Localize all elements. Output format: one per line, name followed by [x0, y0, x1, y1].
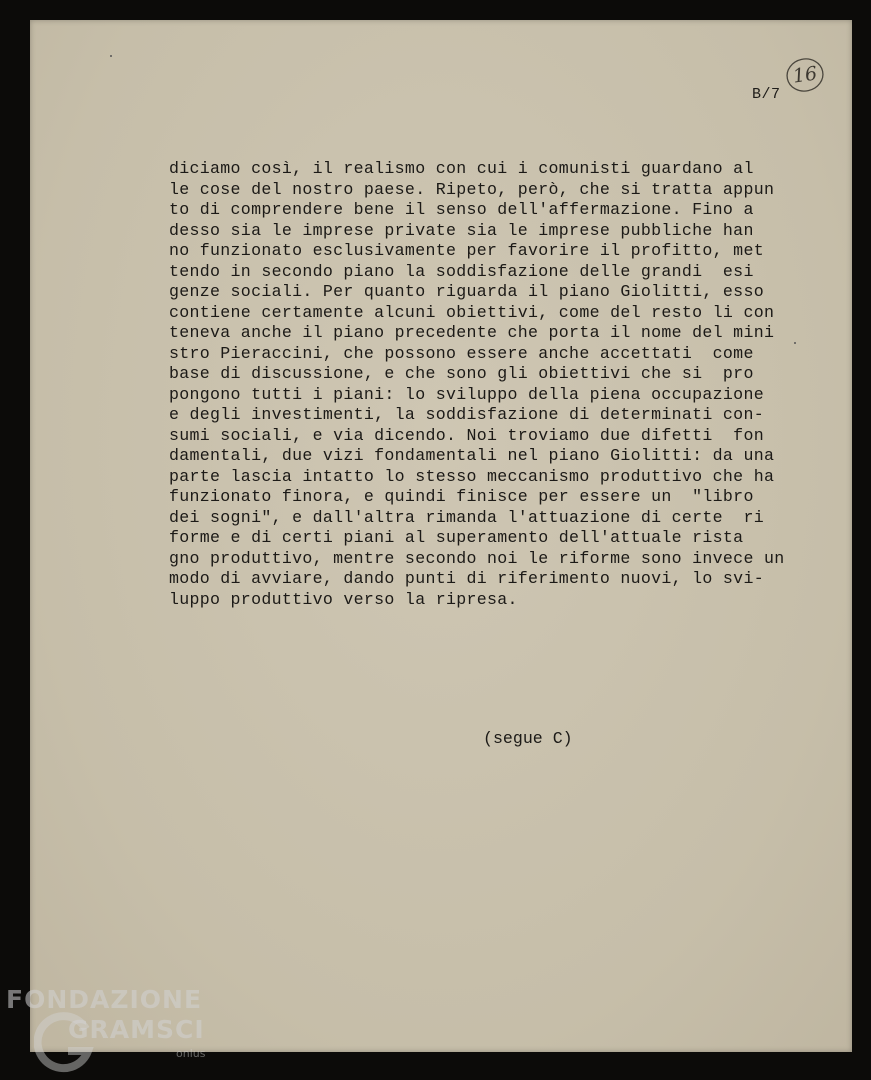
watermark-line1: FONDAZIONE	[6, 985, 203, 1014]
body-line: genze sociali. Per quanto riguarda il piano Giolitti, esso	[169, 282, 764, 301]
body-line: no funzionato esclusivamente per favorire il profitto, met	[169, 241, 764, 260]
body-line: e degli investimenti, la soddisfazione di determinati con-	[169, 405, 764, 424]
body-line: teneva anche il piano precedente che porta il nome del mini	[169, 323, 775, 342]
body-line: sumi sociali, e via dicendo. Noi troviamo due difetti fon	[169, 425, 764, 445]
body-line: parte lascia intatto lo stesso meccanismo produttivo che ha	[169, 466, 775, 486]
folio-number: 16	[791, 62, 819, 88]
body-line: base di discussione, e che sono gli obiettivi che si pro	[169, 364, 754, 383]
fondazione-gramsci-watermark	[0, 985, 240, 1080]
speck	[794, 342, 796, 344]
body-line: pongono tutti i piani: lo sviluppo della piena occupazione	[169, 384, 764, 404]
folio-stamp	[783, 55, 827, 95]
speck	[110, 55, 112, 57]
body-line: diciamo così, il realismo con cui i comunisti guardano al	[169, 159, 754, 178]
body-line: forme e di certi piani al superamento dell'attuale rista	[169, 528, 744, 547]
continuation-note: (segue C)	[483, 729, 573, 748]
typed-body	[169, 159, 809, 610]
body-line: dei sogni", e dall'altra rimanda l'attuazione di certe ri	[169, 507, 764, 527]
body-line: stro Pieraccini, che possono essere anche accettati come	[169, 343, 754, 363]
body-line: to di comprendere bene il senso dell'affermazione. Fino a	[169, 200, 754, 219]
body-line: gno produttivo, mentre secondo noi le riforme sono invece un	[169, 548, 785, 568]
watermark-line3: onlus	[176, 1047, 206, 1060]
body-line: funzionato finora, e quindi finisce per essere un "libro	[169, 487, 754, 506]
body-line: luppo produttivo verso la ripresa.	[169, 589, 518, 609]
body-line: tendo in secondo piano la soddisfazione delle grandi esi	[169, 261, 754, 281]
watermark-line2: GRAMSCI	[68, 1015, 205, 1044]
page-reference: B/7	[752, 86, 781, 103]
body-line: desso sia le imprese private sia le imprese pubbliche han	[169, 220, 754, 240]
body-line: damentali, due vizi fondamentali nel piano Giolitti: da una	[169, 446, 775, 465]
body-line: contiene certamente alcuni obiettivi, come del resto li con	[169, 302, 775, 322]
document-page	[30, 20, 852, 1052]
body-line: modo di avviare, dando punti di riferimento nuovi, lo svi-	[169, 569, 764, 588]
body-line: le cose del nostro paese. Ripeto, però, che si tratta appun	[169, 179, 775, 199]
